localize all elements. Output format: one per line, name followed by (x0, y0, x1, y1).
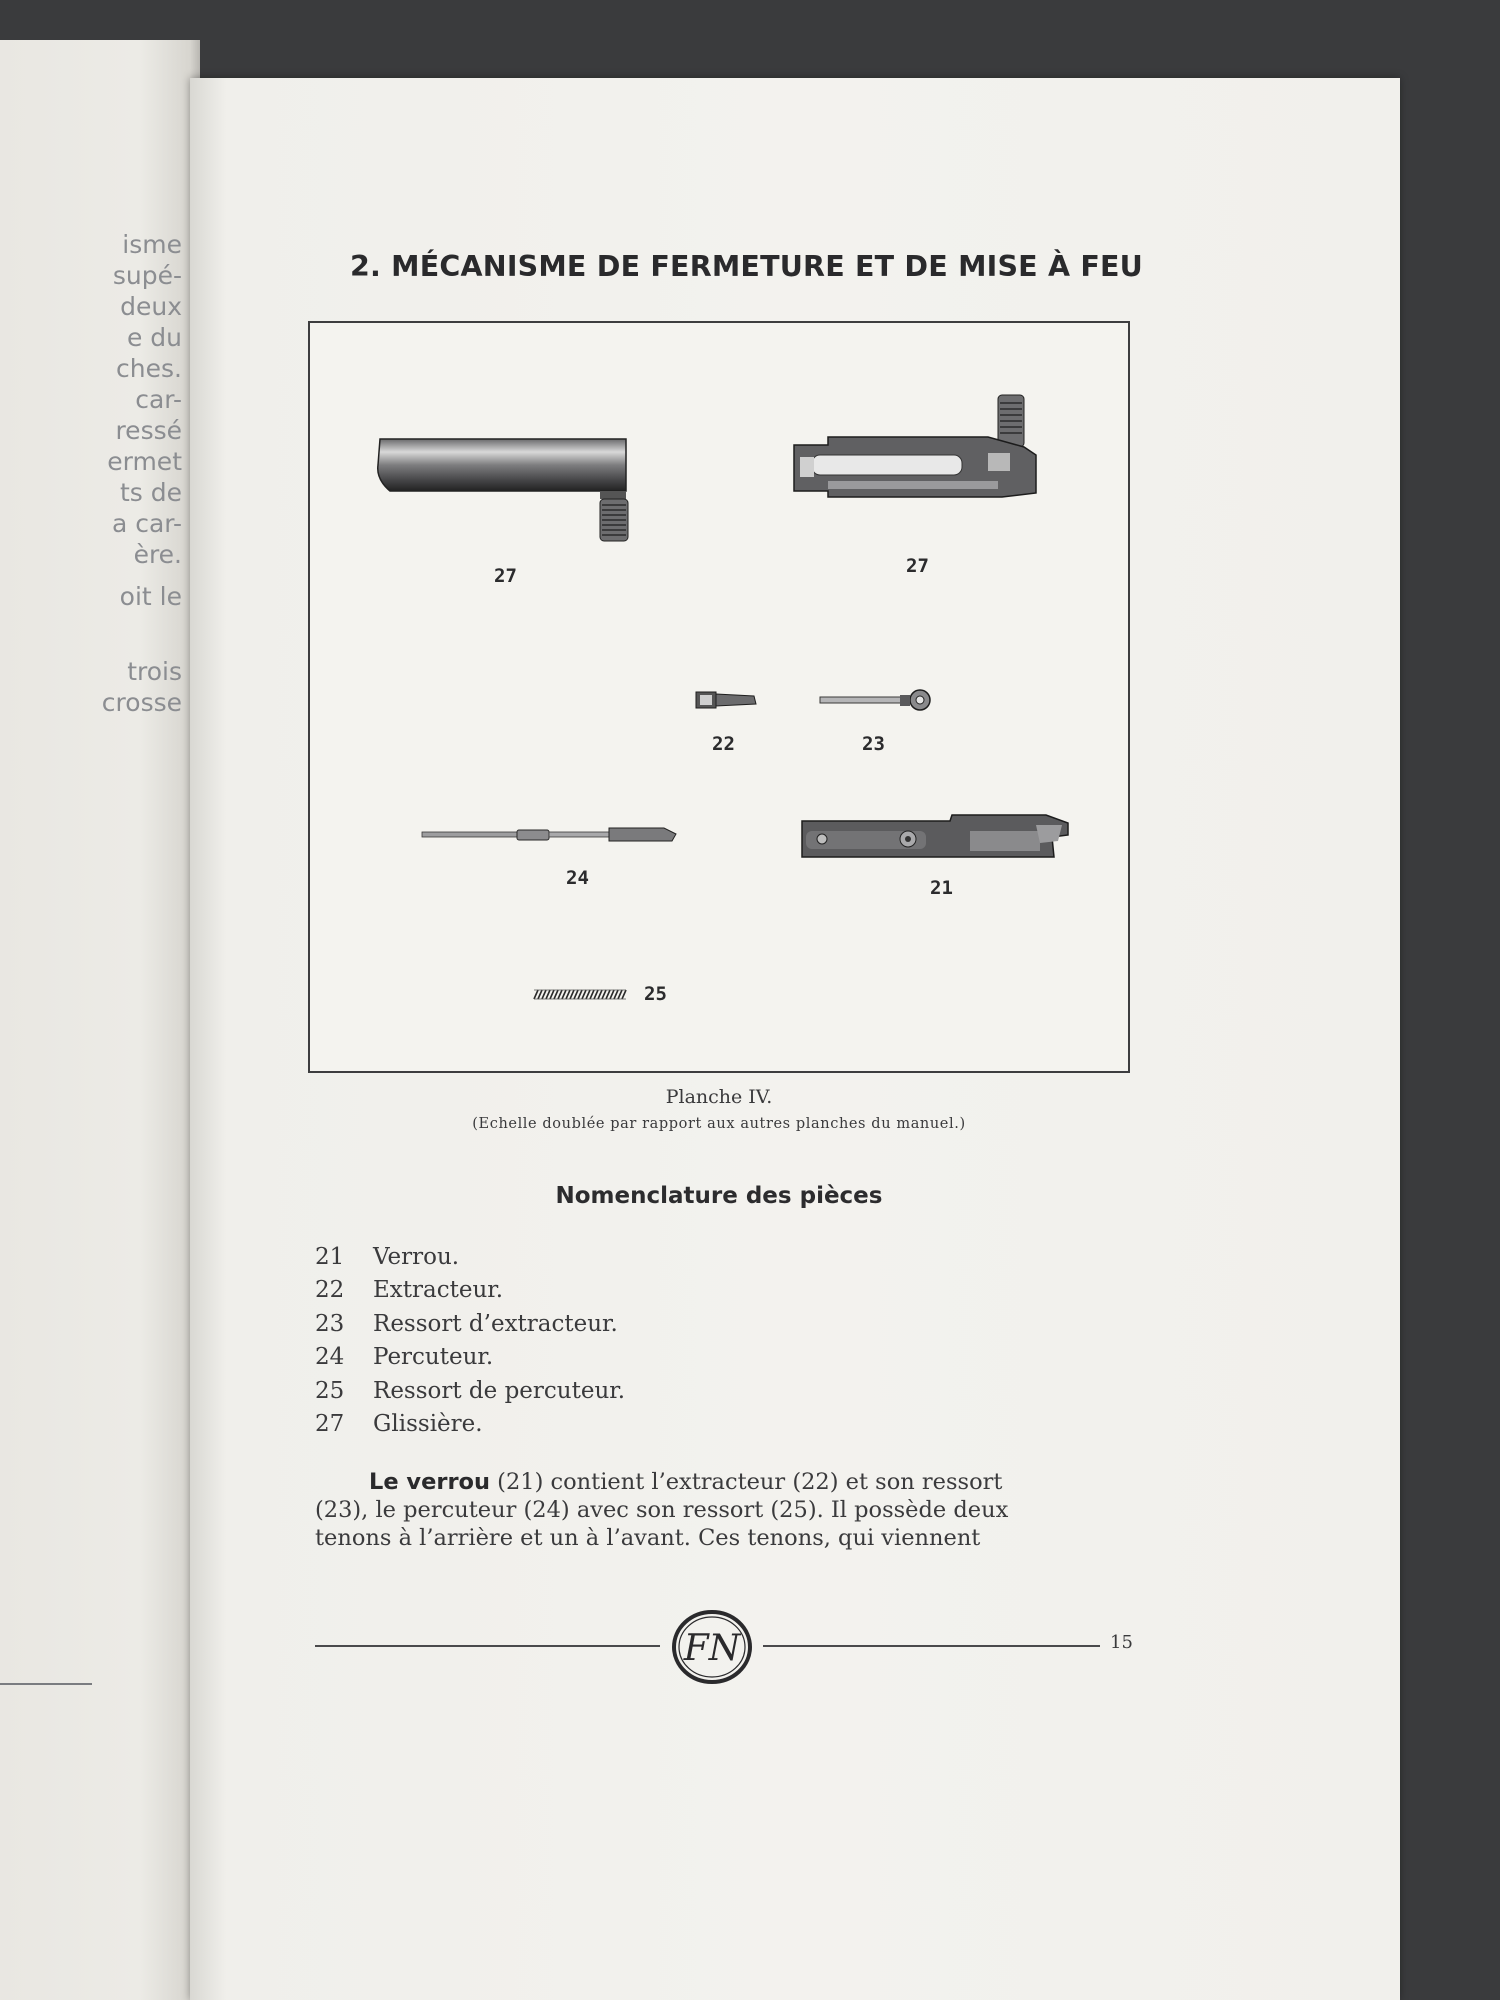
list-item (315, 1307, 625, 1341)
part-label: 27 (906, 555, 929, 577)
part-name: Percuteur. (373, 1344, 494, 1371)
part-name: Extracteur. (373, 1277, 504, 1304)
slide-side-illustration (370, 435, 640, 545)
part-number: 22 (315, 1277, 345, 1304)
left-page (0, 40, 200, 2000)
section-title: 2. MÉCANISME DE FERMETURE ET DE MISE À FEU (350, 250, 1144, 283)
list-item (315, 1374, 625, 1408)
body-line (315, 1468, 1135, 1496)
left-text-line: ches. (116, 354, 182, 383)
plate-caption: Planche IV. (665, 1086, 773, 1108)
page-number: 15 (1110, 1632, 1133, 1653)
footer-rule-left (315, 1645, 660, 1647)
part-label: 24 (566, 867, 589, 889)
left-text-line: ts de (119, 478, 182, 507)
left-text-line: oit le (119, 582, 182, 611)
plate-note: (Echelle doublée par rapport aux autres planches du manuel.) (472, 1116, 966, 1132)
left-text-line: ressé (115, 416, 182, 445)
part-label: 22 (712, 733, 735, 755)
list-item (315, 1408, 625, 1442)
nomenclature-title: Nomenclature des pièces (555, 1183, 883, 1209)
left-text-line: a car- (111, 509, 182, 538)
part-label: 25 (644, 983, 667, 1005)
part-name: Verrou. (373, 1243, 460, 1270)
left-text-line: isme (122, 230, 182, 259)
body-line: tenons à l’arrière et un à l’avant. Ces tenons, qui viennent (315, 1525, 981, 1551)
body-line: (23), le percuteur (24) avec son ressort (25). Il possède deux (315, 1497, 1009, 1523)
left-text-line: trois (127, 657, 182, 686)
left-text-line: e du (126, 323, 182, 352)
bold-term: Le verrou (369, 1469, 491, 1495)
parts-plate (308, 321, 1130, 1073)
part-number: 23 (315, 1310, 345, 1337)
footer-rule-right (763, 1645, 1100, 1647)
part-label: 27 (494, 565, 517, 587)
part-number: 21 (315, 1243, 345, 1270)
bolt-illustration (800, 813, 1070, 861)
part-number: 24 (315, 1344, 345, 1371)
part-label: 23 (862, 733, 885, 755)
list-item (315, 1240, 625, 1274)
body-line-rest: (21) contient l’extracteur (22) et son ressort (490, 1469, 1003, 1495)
part-name: Ressort de percuteur. (373, 1377, 626, 1404)
left-text-line: crosse (101, 688, 182, 717)
left-footer-rule (0, 1683, 92, 1685)
list-item (315, 1341, 625, 1375)
nomenclature-list (315, 1240, 625, 1441)
slide-top-illustration (788, 393, 1058, 508)
firing-pin-illustration (420, 823, 680, 847)
part-number: 27 (315, 1411, 345, 1438)
fn-logo (669, 1608, 755, 1686)
left-text-line: deux (120, 292, 182, 321)
extractor-spring-illustration (818, 687, 940, 713)
part-name: Ressort d’extracteur. (373, 1310, 618, 1337)
part-label: 21 (930, 877, 953, 899)
firing-pin-spring-illustration (532, 987, 632, 1003)
left-text-line: car- (135, 385, 182, 414)
extractor-illustration (694, 689, 760, 711)
part-number: 25 (315, 1377, 345, 1404)
part-name: Glissière. (373, 1411, 483, 1438)
left-text-line: ermet (107, 447, 182, 476)
body-paragraph (315, 1468, 1135, 1552)
left-text-line: ère. (133, 540, 182, 569)
left-text-line: supé- (112, 261, 182, 290)
manual-page (190, 78, 1400, 2000)
fn-logo-text: FN (683, 1628, 741, 1669)
list-item (315, 1274, 625, 1308)
